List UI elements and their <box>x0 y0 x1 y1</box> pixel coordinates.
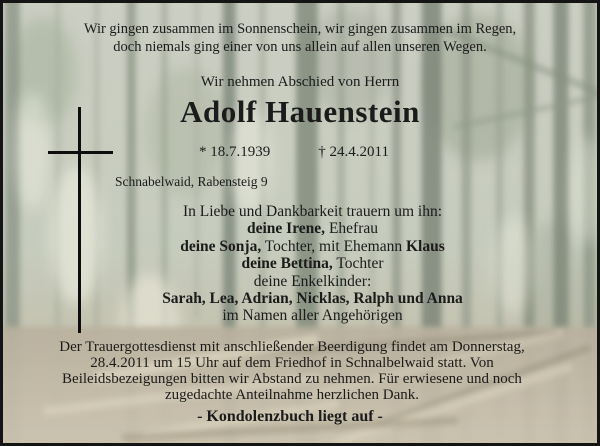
grandchildren-names: Sarah, Lea, Adrian, Nicklas, Ralph und Anna <box>162 290 463 308</box>
quote-line-1: Wir gingen zusammen im Sonnenschein, wir gingen zusammen im Regen, <box>83 21 517 37</box>
mourning-intro: In Liebe und Dankbarkeit trauern um ihn: <box>182 203 443 220</box>
farewell-intro: Wir nehmen Abschied von Herrn <box>200 74 400 90</box>
life-dates <box>0 144 591 161</box>
address-line: Schnabelwaid, Rabensteig 9 <box>115 174 268 189</box>
mourner-line: deine Bettina, Tochter <box>241 255 384 273</box>
deceased-name: Adolf Hauenstein <box>180 94 420 129</box>
on-behalf-line: im Namen aller Angehörigen <box>222 307 403 325</box>
mourner-line: deine Sonja, Tochter, mit Ehemann Klaus <box>180 237 445 255</box>
funeral-line-3: Beileidsbezeigungen bitten wir Abstand zu nehmen. Für erwiesene und noch <box>62 371 522 387</box>
funeral-details <box>3 339 581 403</box>
opening-quote <box>3 21 597 56</box>
death-date: † 24.4.2011 <box>318 144 389 160</box>
funeral-line-1: Der Trauergottesdienst mit anschließender Beerdigung findet am Donnerstag, <box>59 339 525 355</box>
quote-line-2: doch niemals ging einer von uns allein auf allen unseren Wegen. <box>113 38 487 55</box>
mourner-line: deine Irene, Ehefrau <box>246 220 378 238</box>
condolence-book-note: - Kondolenzbuch liegt auf - <box>197 408 383 425</box>
grandchildren-intro: deine Enkelkinder: <box>253 272 372 290</box>
funeral-line-2: 28.4.2011 um 15 Uhr auf dem Friedhof in Schnalbelwaid statt. Von <box>90 355 494 371</box>
funeral-line-4: zugedachte Anteilnahme herzlichen Dank. <box>164 387 420 403</box>
birth-date: * 18.7.1939 <box>199 144 271 160</box>
mourners-block <box>28 203 597 325</box>
